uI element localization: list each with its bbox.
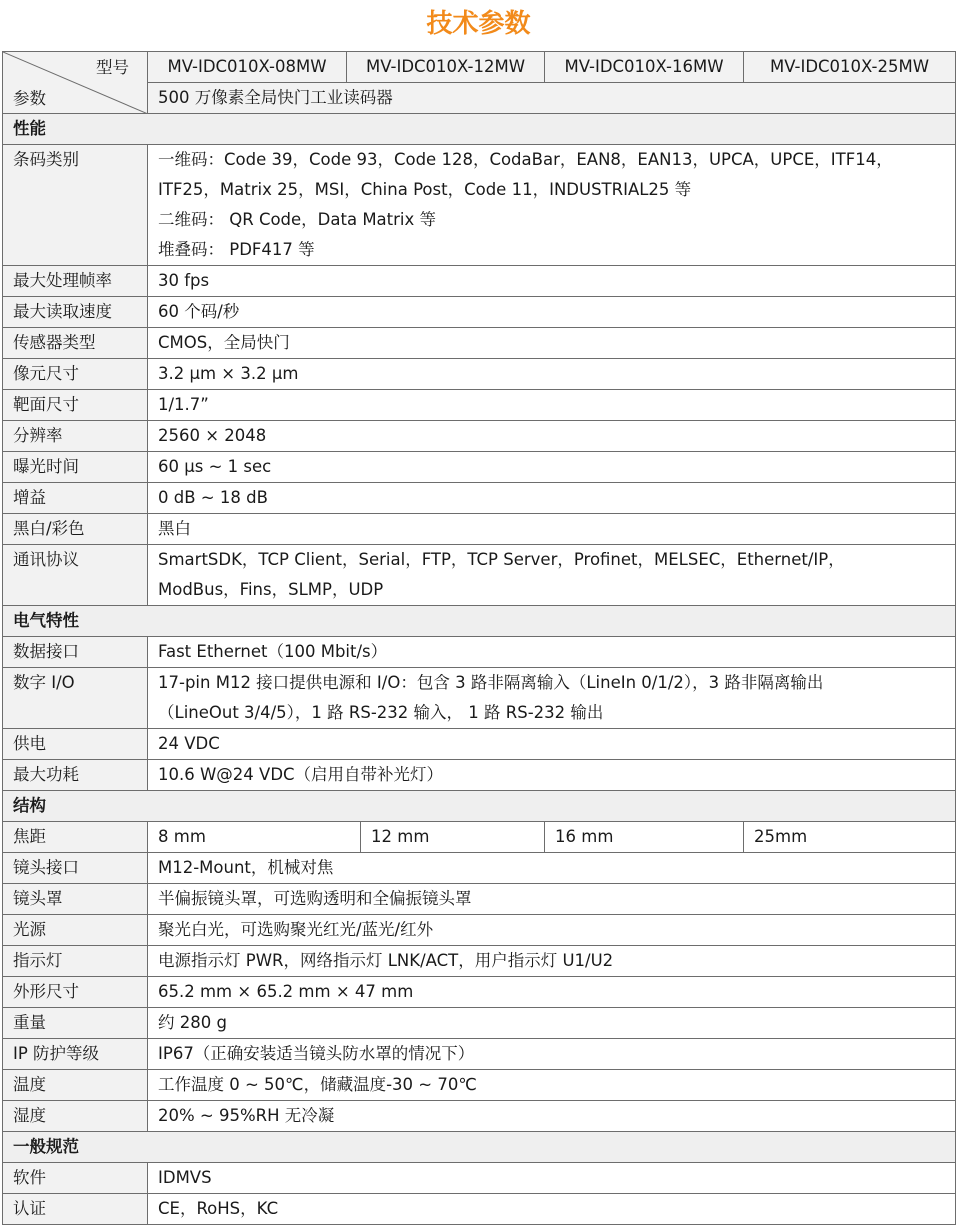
row-value: 0 dB ~ 18 dB [148,483,956,514]
row-value: 电源指示灯 PWR，网络指示灯 LNK/ACT，用户指示灯 U1/U2 [148,946,956,977]
row-label: 认证 [3,1194,148,1225]
table-row [3,668,956,729]
row-value: CE，RoHS，KC [148,1194,956,1225]
row-value: 3.2 μm × 3.2 μm [148,359,956,390]
row-label: 光源 [3,915,148,946]
row-value: CMOS，全局快门 [148,328,956,359]
row-label: 数据接口 [3,637,148,668]
row-label: 条码类别 [3,145,148,266]
row-value: 60 个码/秒 [148,297,956,328]
barcode-types [148,145,956,266]
table-row [3,514,956,545]
row-value: 60 μs ~ 1 sec [148,452,956,483]
row-value: IP67（正确安装适当镜头防水罩的情况下） [148,1039,956,1070]
table-row [3,421,956,452]
row-value: 24 VDC [148,729,956,760]
table-row [3,1008,956,1039]
header-diagonal-cell [3,52,148,114]
row-label: 重量 [3,1008,148,1039]
row-value: 1/1.7” [148,390,956,421]
table-row [3,1194,956,1225]
row-value: 约 280 g [148,1008,956,1039]
row-label: 黑白/彩色 [3,514,148,545]
table-row [3,1070,956,1101]
table-row [3,791,956,822]
row-label: 软件 [3,1163,148,1194]
section-performance: 性能 [3,114,956,145]
table-row [3,729,956,760]
row-label: IP 防护等级 [3,1039,148,1070]
table-row [3,637,956,668]
model-25mw: MV-IDC010X-25MW [744,52,956,83]
table-row [3,1101,956,1132]
barcode-line-1d-cont: ITF25，Matrix 25，MSI，China Post，Code 11，INDUSTRIAL25 等 [158,180,692,199]
row-label: 湿度 [3,1101,148,1132]
row-label: 温度 [3,1070,148,1101]
barcode-line-stacked: 堆叠码： PDF417 等 [158,240,315,259]
row-label: 最大功耗 [3,760,148,791]
row-label: 增益 [3,483,148,514]
protocol-line: SmartSDK，TCP Client，Serial，FTP，TCP Server，Profinet，MELSEC，Ethernet/IP， [158,550,845,569]
table-row [3,915,956,946]
table-row [3,1039,956,1070]
focal-25mm: 25mm [744,822,956,853]
row-value: 聚光白光，可选购聚光红光/蓝光/红外 [148,915,956,946]
row-label: 像元尺寸 [3,359,148,390]
row-value: 10.6 W@24 VDC（启用自带补光灯） [148,760,956,791]
dio-line: 17-pin M12 接口提供电源和 I/O：包含 3 路非隔离输入（LineIn 0/1/2），3 路非隔离输出 [158,673,824,692]
row-label: 靶面尺寸 [3,390,148,421]
table-row [3,606,956,637]
model-08mw: MV-IDC010X-08MW [148,52,347,83]
param-header-label: 参数 [13,89,46,108]
row-label: 外形尺寸 [3,977,148,1008]
table-row [3,114,956,145]
row-label: 分辨率 [3,421,148,452]
model-header-label: 型号 [96,58,129,77]
barcode-line-1d: 一维码：Code 39，Code 93，Code 128，CodaBar，EAN8，EAN13，UPCA，UPCE，ITF14， [158,150,893,169]
row-value: M12-Mount，机械对焦 [148,853,956,884]
row-value: IDMVS [148,1163,956,1194]
table-row [3,1132,956,1163]
table-row [3,483,956,514]
table-row [3,266,956,297]
row-value: 黑白 [148,514,956,545]
row-label: 传感器类型 [3,328,148,359]
row-label: 通讯协议 [3,545,148,606]
protocols [148,545,956,606]
table-row [3,359,956,390]
row-value: 工作温度 0 ~ 50℃，储藏温度-30 ~ 70℃ [148,1070,956,1101]
focal-16mm: 16 mm [545,822,744,853]
protocol-line: ModBus，Fins，SLMP，UDP [158,580,384,599]
table-row [3,452,956,483]
section-structure: 结构 [3,791,956,822]
row-value: 65.2 mm × 65.2 mm × 47 mm [148,977,956,1008]
barcode-line-2d: 二维码： QR Code，Data Matrix 等 [158,210,437,229]
section-general: 一般规范 [3,1132,956,1163]
table-row [3,545,956,606]
model-16mw: MV-IDC010X-16MW [545,52,744,83]
row-value: 20% ~ 95%RH 无冷凝 [148,1101,956,1132]
row-label: 镜头接口 [3,853,148,884]
spec-table [2,51,956,1225]
table-row [3,822,956,853]
row-value: 2560 × 2048 [148,421,956,452]
row-label: 最大处理帧率 [3,266,148,297]
row-label: 数字 I/O [3,668,148,729]
model-12mw: MV-IDC010X-12MW [347,52,545,83]
row-label: 曝光时间 [3,452,148,483]
row-value: 30 fps [148,266,956,297]
focal-12mm: 12 mm [361,822,545,853]
product-description: 500 万像素全局快门工业读码器 [148,83,956,114]
table-row [3,145,956,266]
focal-08mm: 8 mm [148,822,361,853]
row-value: 半偏振镜头罩，可选购透明和全偏振镜头罩 [148,884,956,915]
table-row [3,977,956,1008]
row-label: 供电 [3,729,148,760]
page-title: 技术参数 [426,9,531,39]
dio-line: （LineOut 3/4/5），1 路 RS-232 输入， 1 路 RS-232 输出 [158,703,604,722]
row-label: 焦距 [3,822,148,853]
table-row [3,1163,956,1194]
digital-io [148,668,956,729]
row-value: Fast Ethernet（100 Mbit/s） [148,637,956,668]
table-row [3,52,956,83]
table-row [3,390,956,421]
row-label: 指示灯 [3,946,148,977]
table-row [3,297,956,328]
table-row [3,946,956,977]
table-row [3,853,956,884]
table-row [3,328,956,359]
section-electrical: 电气特性 [3,606,956,637]
table-row [3,760,956,791]
row-label: 最大读取速度 [3,297,148,328]
row-label: 镜头罩 [3,884,148,915]
table-row [3,884,956,915]
